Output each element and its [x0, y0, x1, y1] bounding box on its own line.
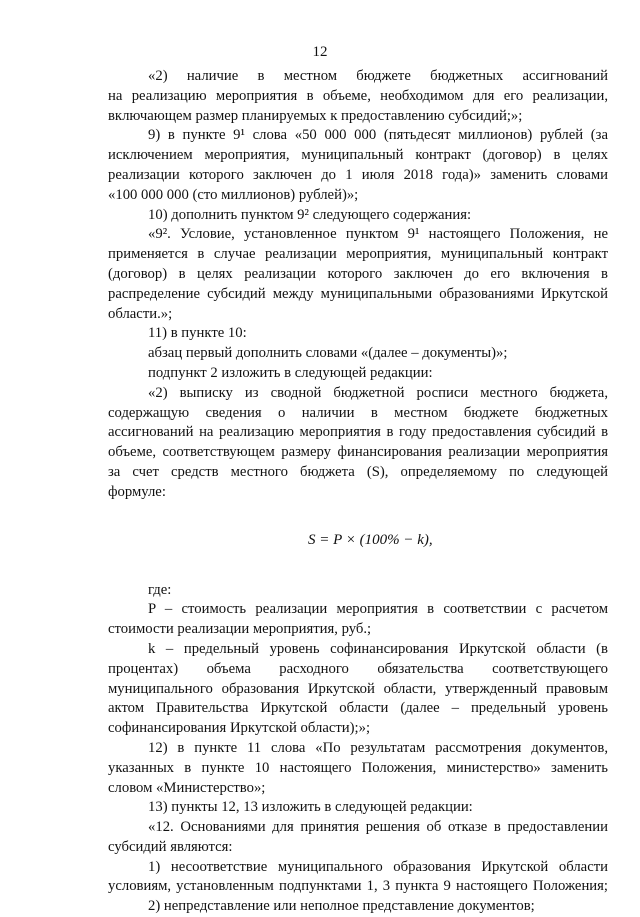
text-line: на реализацию мероприятия в объеме, необходимом для его реализации, — [108, 87, 608, 104]
document-body — [108, 67, 608, 917]
text-line: 12) в пункте 11 слова «По результатам рассмотрения документов, — [148, 739, 608, 756]
text-line: «12. Основаниями для принятия решения об отказе в предоставлении — [148, 819, 608, 836]
text-line: P – стоимость реализации мероприятия в соответствии с расчетом — [148, 601, 608, 618]
text-line: софинансирования Иркутской области);»; — [108, 720, 371, 737]
formula: S = P × (100% − k), — [308, 531, 433, 548]
text-line: условиям, установленным подпунктами 1, 3 пункта 9 настоящего Положения; — [108, 878, 608, 895]
text-line: содержащую сведения о наличии в местном бюджете бюджетных — [108, 404, 608, 421]
text-line: включающем размер планируемых к предоставлению субсидий;»; — [108, 107, 523, 124]
spacer — [108, 503, 608, 523]
text-line: формуле: — [108, 483, 166, 500]
text-line: исключением мероприятия, муниципальный контракт (договор) в целях — [108, 147, 608, 164]
paragraph-block-before-formula — [108, 67, 608, 503]
text-line: подпункт 2 изложить в следующей редакции: — [148, 364, 433, 381]
text-line: объеме, соответствующем размеру финансирования реализации мероприятия — [108, 444, 608, 461]
text-line: стоимости реализации мероприятия, руб.; — [108, 621, 372, 638]
text-line: ассигнований на реализацию мероприятия в году предоставления субсидий в — [108, 424, 608, 441]
text-line: 10) дополнить пунктом 9² следующего содержания: — [148, 206, 472, 223]
text-line: k – предельный уровень софинансирования Иркутской области (в — [148, 640, 608, 657]
text-line: муниципального образования Иркутской области, утвержденный правовым — [108, 680, 608, 697]
text-line: 2) непредставление или неполное представление документов; — [148, 898, 535, 915]
text-line: 1) несоответствие муниципального образования Иркутской области — [148, 858, 608, 875]
text-line: 13) пункты 12, 13 изложить в следующей редакции: — [148, 799, 473, 816]
text-line: за счет средств местного бюджета (S), определяемому по следующей — [108, 463, 608, 480]
text-line: (договор) в целях реализации которого заключен до его включения в — [108, 265, 608, 282]
text-line: 9) в пункте 9¹ слова «50 000 000 (пятьдесят миллионов) рублей (за — [148, 127, 608, 144]
text-line: где: — [148, 581, 172, 598]
text-line: «9². Условие, установленное пунктом 9¹ настоящего Положения, не — [148, 226, 608, 243]
text-line: субсидий являются: — [108, 838, 233, 855]
paragraph-block-after-formula — [108, 581, 608, 917]
text-line: распределение субсидий между муниципальными образованиями Иркутской — [108, 285, 608, 302]
text-line: указанных в пункте 10 настоящего Положения, министерство» заменить — [108, 759, 608, 776]
page-number: 12 — [312, 44, 328, 60]
text-line: реализации которого заключен до 1 июля 2018 года)» заменить словами — [108, 166, 608, 183]
spacer — [108, 557, 608, 581]
text-line: 11) в пункте 10: — [148, 325, 247, 342]
text-line: «100 000 000 (сто миллионов) рублей)»; — [108, 186, 359, 203]
text-line: применяется в случае реализации мероприятия, муниципальный контракт — [108, 246, 608, 263]
text-line: «2) выписку из сводной бюджетной росписи местного бюджета, — [148, 384, 608, 401]
text-line: «2) наличие в местном бюджете бюджетных ассигнований — [148, 68, 608, 84]
text-line: области.»; — [108, 305, 173, 322]
text-line: актом Правительства Иркутской области (далее – предельный уровень — [108, 700, 608, 717]
text-line: абзац первый дополнить словами «(далее – документы)»; — [148, 345, 508, 362]
text-line: процентах) объема расходного обязательства соответствующего — [108, 660, 608, 677]
text-line: словом «Министерство»; — [108, 779, 266, 796]
